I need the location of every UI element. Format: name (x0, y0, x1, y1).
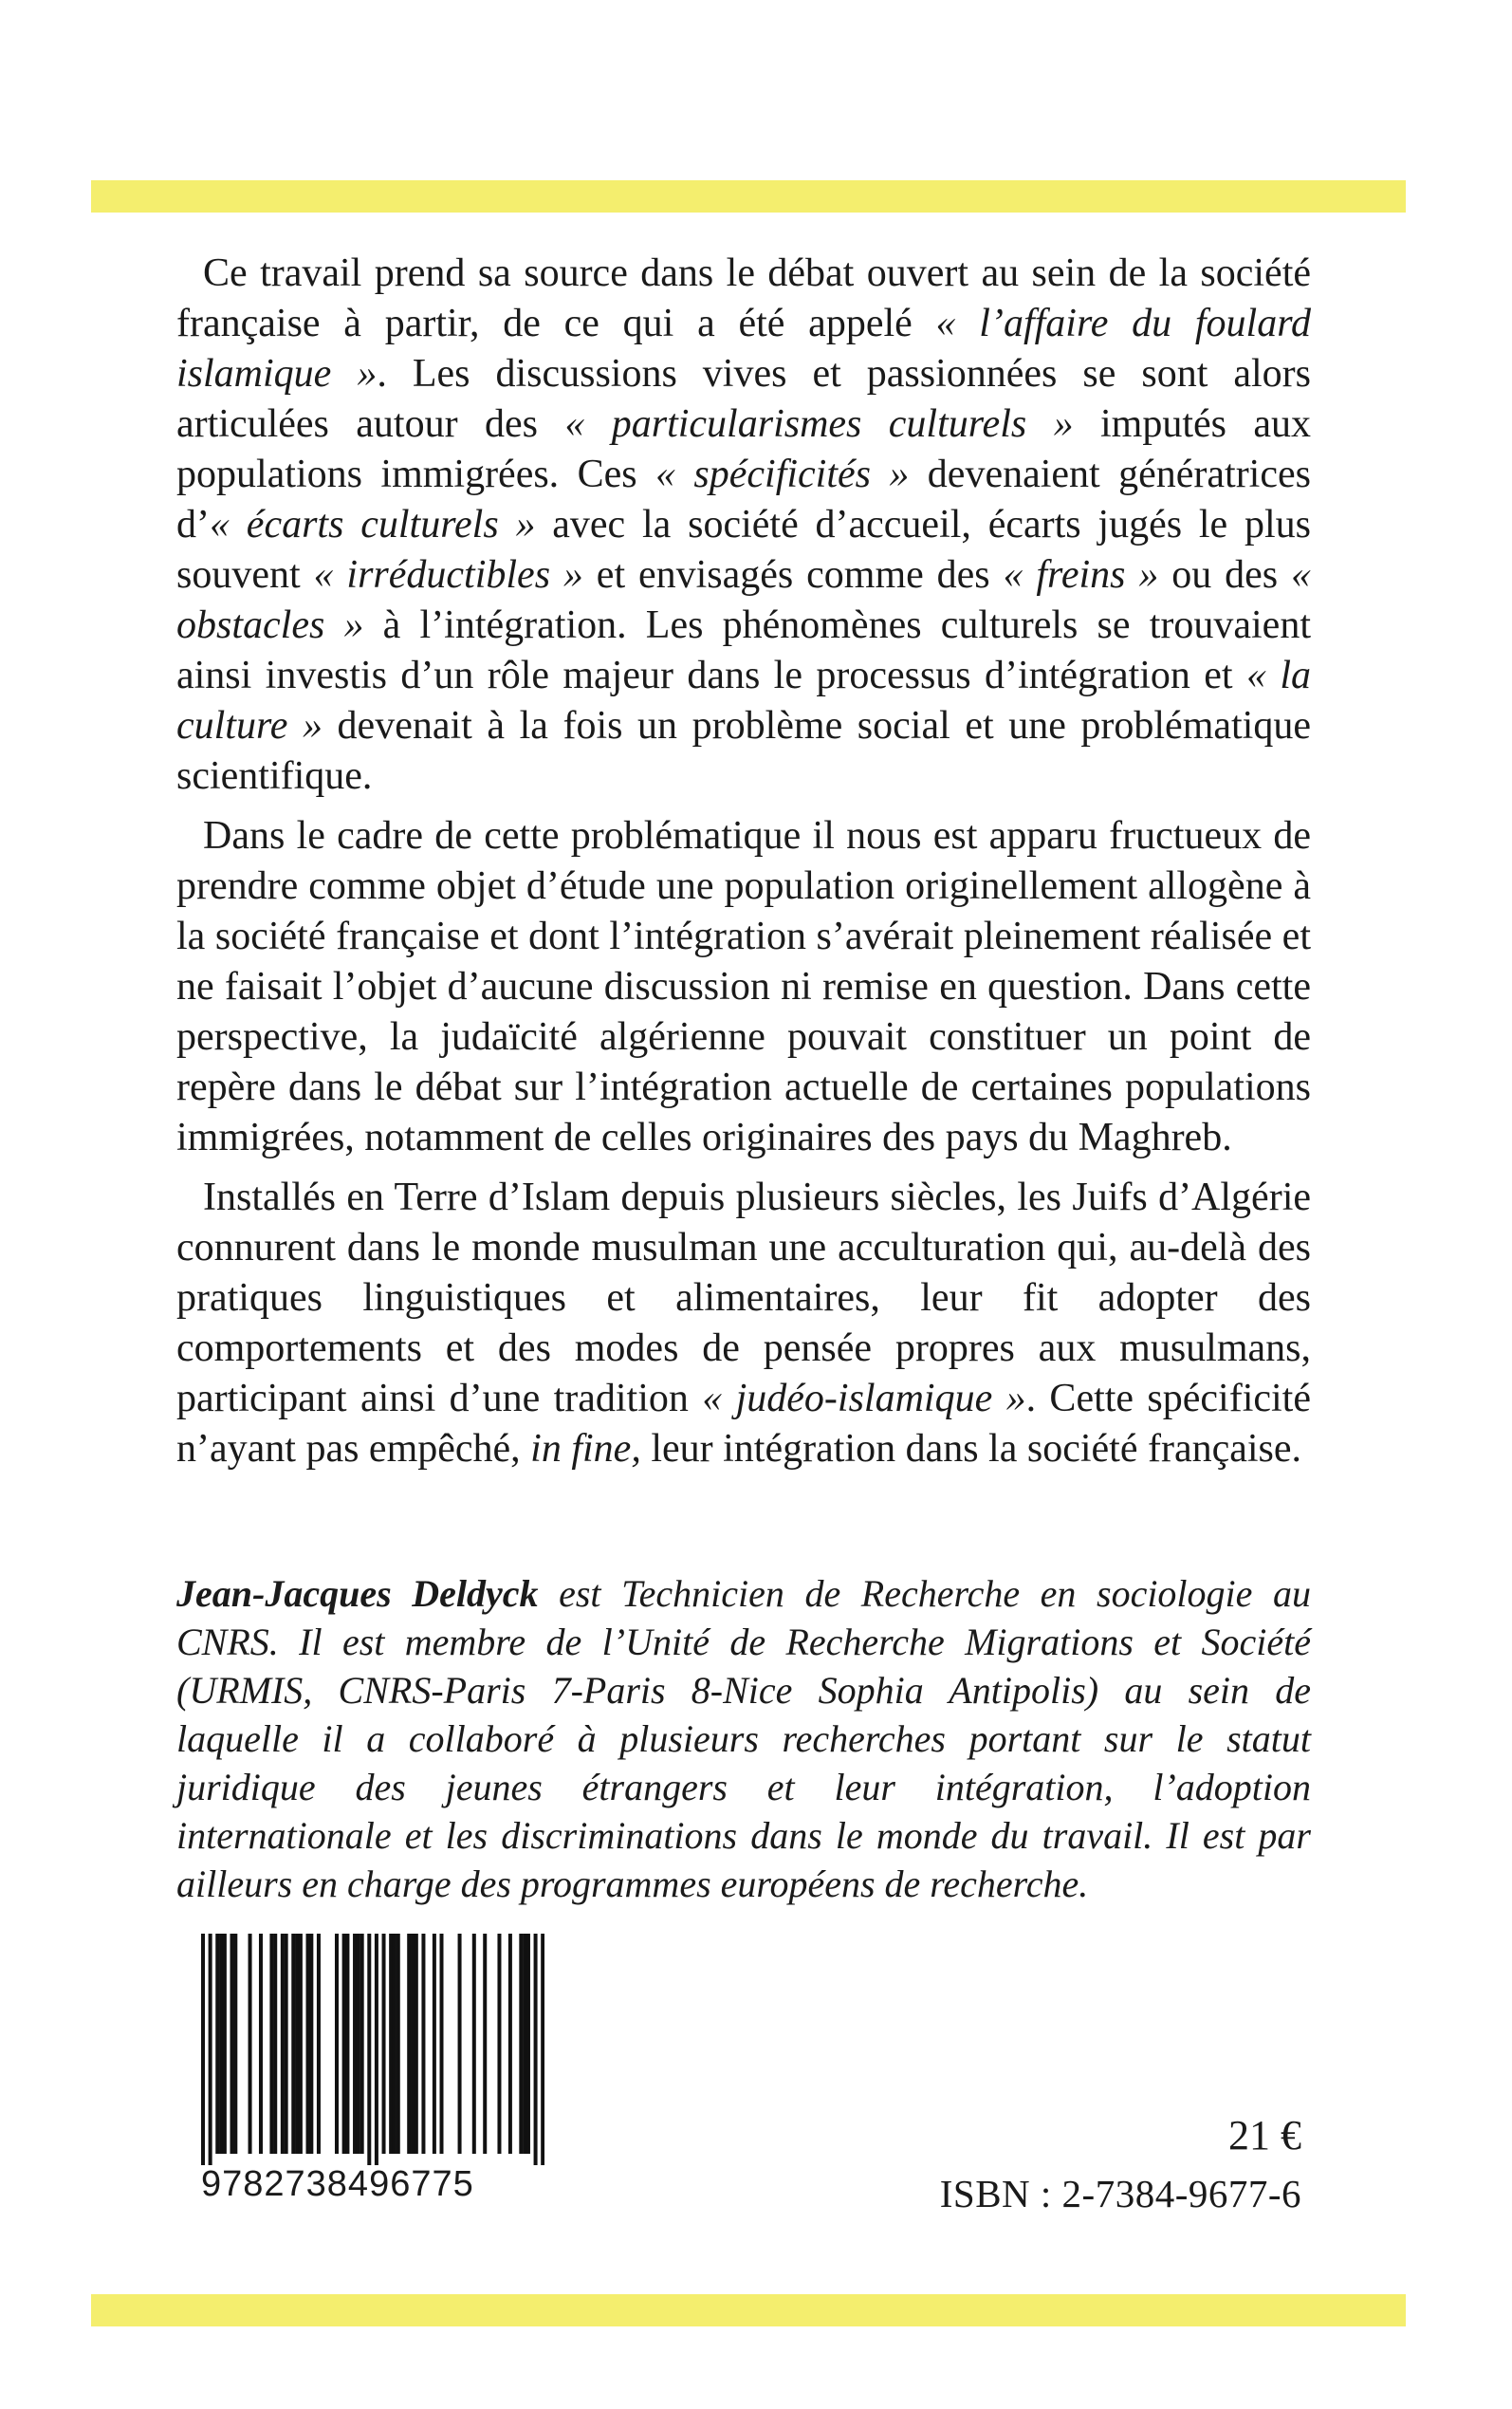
barcode-bar (209, 1934, 212, 2165)
top-color-band (91, 180, 1406, 213)
italic-phrase: « l’affaire du foulard islamique » (176, 302, 1312, 396)
text-run: ou des (1158, 553, 1291, 597)
barcode-bar (389, 1934, 393, 2154)
back-cover-blurb (176, 249, 1311, 1484)
text-run: Ce travail prend sa source dans le débat ouvert au sein de la société française à partir, de ce qui a été appelé (176, 251, 1311, 345)
barcode-bar (281, 1934, 285, 2154)
barcode-bar (523, 1934, 526, 2154)
barcode-bar (421, 1934, 425, 2154)
text-run: . Cette spécificité n’ayant pas empêché, (176, 1377, 1311, 1471)
barcode-bar (345, 1934, 349, 2154)
text-run: Dans le cadre de cette problématique il nous est apparu fructueux de prendre comme objet d’étude une population originellement allogène à la société française et dont l’intégration s’avérait pleinement réalisée et ne faisait l’objet d’aucune discussion ni remise en question. Dans cette perspective, la judaïcité algérienne pouvait constituer un point de repère dans le débat sur l’intégration actuelle de certaines populations immigrées, notamment de celles originaires des pays du Maghreb. (176, 814, 1311, 1159)
text-run: Installés en Terre d’Islam depuis plusieurs siècles, les Juifs d’Algérie connurent dans le monde musulman une acculturation qui, au-delà des pratiques linguistiques et alimentaires, leur fit adopter des comportements et des modes de pensée propres aux musulmans, participant ainsi d’une tradition (176, 1176, 1311, 1420)
barcode-bar (396, 1934, 400, 2154)
ean-barcode (201, 1934, 544, 2204)
italic-phrase: « obstacles » (176, 553, 1311, 647)
barcode-bar (497, 1934, 501, 2154)
bottom-color-band (91, 2294, 1406, 2326)
barcode-bar (407, 1934, 411, 2154)
italic-phrase: « freins » (1003, 553, 1159, 597)
barcode-bar (269, 1934, 273, 2154)
barcode-bar (233, 1934, 237, 2154)
barcode-bar (215, 1934, 219, 2154)
blurb-paragraph-3 (176, 1173, 1311, 1474)
barcode-bar (201, 1934, 205, 2165)
barcode-bar (433, 1934, 436, 2154)
barcode-bar (411, 1934, 415, 2154)
barcode-bar (415, 1934, 418, 2154)
italic-phrase: in fine, (530, 1427, 641, 1471)
barcode-bars (201, 1934, 544, 2165)
text-run: imputés aux populations immigrées. Ces (176, 402, 1311, 496)
barcode-bar (360, 1934, 364, 2154)
barcode-bar (259, 1934, 263, 2154)
italic-phrase: « spécificités » (655, 453, 910, 496)
barcode-bar (357, 1934, 360, 2154)
author-bio-text: est Technicien de Recherche en sociologie au CNRS. Il est membre de l’Unité de Recherche Migrations et Société (URMIS, CNRS-Paris 7-Paris 8-Nice Sophia Antipolis) au sein de laquelle il a collaboré à plusieurs recherches portant sur le statut juridique des jeunes étrangers et leur intégration, l’adoption internationale et les discriminations dans le monde du travail. Il est par ailleurs en charge des programmes européens de recherche. (176, 1572, 1311, 1905)
barcode-bar (472, 1934, 476, 2154)
barcode-bar (295, 1934, 299, 2154)
text-run: devenait à la fois un problème social et une problématique scientifique. (176, 704, 1311, 798)
barcode-bar (526, 1934, 530, 2154)
italic-phrase: « écarts culturels » (210, 503, 536, 547)
barcode-bar (249, 1934, 252, 2154)
barcode-bar (291, 1934, 295, 2154)
italic-phrase: « la culture » (176, 654, 1311, 748)
barcode-bar (306, 1934, 310, 2154)
barcode-bar (219, 1934, 223, 2154)
italic-phrase: « judéo-islamique » (702, 1377, 1026, 1420)
italic-phrase: « particularismes culturels » (564, 402, 1074, 446)
barcode-bar (508, 1934, 512, 2154)
barcode-bar (375, 1934, 378, 2165)
barcode-bar (483, 1934, 487, 2154)
barcode-bar (541, 1934, 544, 2165)
barcode-bar (458, 1934, 462, 2154)
barcode-bar (439, 1934, 443, 2154)
text-run: leur intégration dans la société française. (640, 1427, 1302, 1471)
italic-phrase: « irréductibles » (313, 553, 583, 597)
barcode-bar (393, 1934, 396, 2154)
text-run: et envisagés comme des (582, 553, 1004, 597)
barcode-bar (285, 1934, 288, 2154)
barcode-bar (519, 1934, 523, 2154)
barcode-bar (230, 1934, 233, 2154)
text-run: . Les discussions vives et passionnées se sont alors articulées autour des (176, 352, 1311, 446)
author-name: Jean-Jacques Deldyck (176, 1572, 539, 1615)
text-run: avec la société d’accueil, écarts jugés le plus souvent (176, 503, 1312, 597)
blurb-paragraph-2 (176, 811, 1311, 1163)
barcode-bar (223, 1934, 227, 2154)
barcode-bar (382, 1934, 386, 2154)
price: 21 € (1228, 2112, 1301, 2159)
text-run: devenaient génératrices d’ (176, 453, 1311, 547)
text-run: à l’intégration. Les phénomènes culturels se trouvaient ainsi investis d’un rôle majeur dans le processus d’intégration et (176, 603, 1311, 697)
barcode-bar (353, 1934, 357, 2154)
barcode-bar (534, 1934, 538, 2165)
blurb-paragraph-1 (176, 249, 1311, 802)
barcode-digits: 9782738496775 (201, 2164, 474, 2204)
barcode-bar (309, 1934, 313, 2154)
barcode-bar (335, 1934, 339, 2154)
barcode-bar (367, 1934, 371, 2165)
isbn: ISBN : 2-7384-9677-6 (939, 2172, 1301, 2215)
barcode-bar (299, 1934, 303, 2154)
author-bio (176, 1569, 1311, 1908)
barcode-bar (317, 1934, 321, 2154)
barcode-bar (273, 1934, 277, 2154)
barcode-bar (342, 1934, 346, 2154)
